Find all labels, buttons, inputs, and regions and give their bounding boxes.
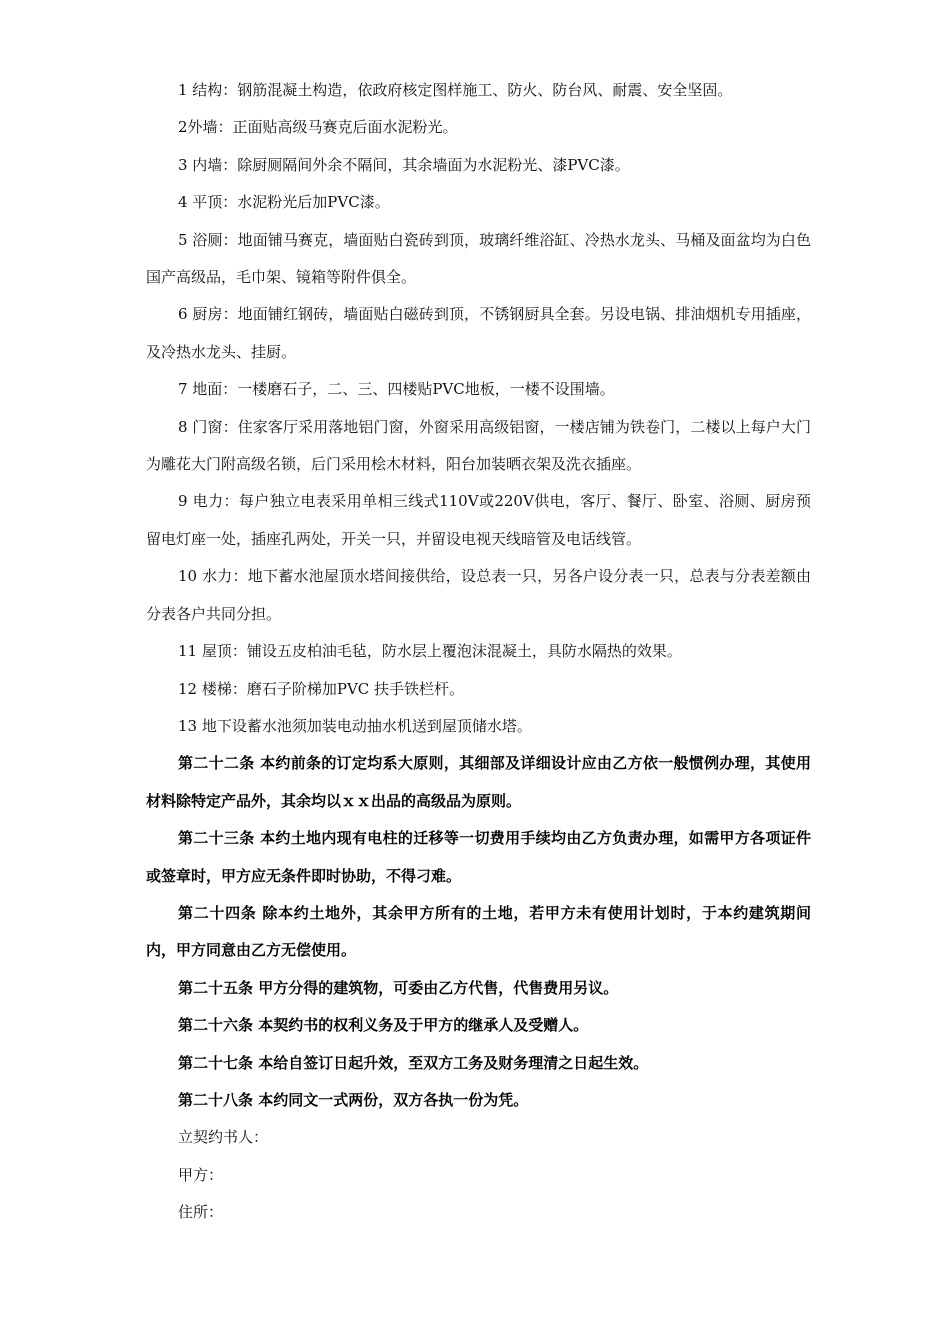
article-24: 第二十四条 除本约土地外，其余甲方所有的土地，若甲方未有使用计划时，于本约建筑期间内，甲方同意由乙方无偿使用。 bbox=[146, 903, 811, 960]
spec-item-floor: 7 地面：一楼磨石子，二、三、四楼贴PVC地板，一楼不设围墙。 bbox=[178, 380, 615, 399]
spec-item-electricity: 9 电力：每户独立电表采用单相三线式110V或220V供电，客厅、餐厅、卧室、浴厕、厨房预留电灯座一处，插座孔两处，开关一只，并留设电视天线暗管及电话线管。 bbox=[146, 492, 811, 548]
spec-item-structure: 1 结构：钢筋混凝土构造，依政府核定图样施工、防火、防台风、耐震、安全坚固。 bbox=[178, 81, 733, 99]
article-28: 第二十八条 本约同文一式两份，双方各执一份为凭。 bbox=[178, 1090, 529, 1109]
spec-item-stairs: 12 楼梯：磨石子阶梯加PVC 扶手铁栏杆。 bbox=[178, 679, 465, 698]
article-27: 第二十七条 本给自签订日起升效，至双方工务及财务理清之日起生效。 bbox=[178, 1053, 649, 1072]
signature-party-a: 甲方： bbox=[178, 1165, 224, 1184]
signature-address: 住所： bbox=[178, 1203, 224, 1222]
spec-item-water-tank: 13 地下设蓄水池须加装电动抽水机送到屋顶储水塔。 bbox=[178, 716, 532, 735]
spec-item-bathroom: 5 浴厕：地面铺马赛克，墙面贴白瓷砖到顶，玻璃纤维浴缸、冷热水龙头、马桶及面盆均为白色国产高级品，毛巾架、镜箱等附件俱全。 bbox=[146, 230, 811, 287]
article-23: 第二十三条 本约土地内现有电柱的迁移等一切费用手续均由乙方负责办理，如需甲方各项证件或签章时，甲方应无条件即时协助，不得刁难。 bbox=[146, 829, 811, 885]
spec-item-doors-windows: 8 门窗：住家客厅采用落地铝门窗，外窗采用高级铝窗，一楼店铺为铁卷门，二楼以上每户大门为雕花大门附高级名锁，后门采用桧木材料，阳台加装晒衣架及洗衣插座。 bbox=[146, 417, 811, 474]
spec-item-interior-wall: 3 内墙：除厨厕隔间外余不隔间，其余墙面为水泥粉光、漆PVC漆。 bbox=[178, 155, 630, 174]
spec-item-roof: 11 屋顶：铺设五皮柏油毛毡，防水层上覆泡沫混凝土，具防水隔热的效果。 bbox=[178, 642, 682, 661]
signature-title: 立契约书人： bbox=[178, 1128, 269, 1147]
spec-item-exterior-wall: 2外墙：正面贴高级马赛克后面水泥粉光。 bbox=[178, 118, 458, 137]
spec-item-ceiling: 4 平顶：水泥粉光后加PVC漆。 bbox=[178, 193, 390, 212]
article-22: 第二十二条 本约前条的订定均系大原则，其细部及详细设计应由乙方依一般惯例办理，其使用材料除特定产品外，其余均以ｘｘ出品的高级品为原则。 bbox=[146, 754, 811, 810]
article-26: 第二十六条 本契约书的权利义务及于甲方的继承人及受赠人。 bbox=[178, 1016, 589, 1035]
spec-item-kitchen: 6 厨房：地面铺红钢砖，墙面贴白磁砖到顶，不锈钢厨具全套。另设电锅、排油烟机专用插座，及冷热水龙头、挂厨。 bbox=[146, 305, 811, 361]
spec-item-water: 10 水力：地下蓄水池屋顶水塔间接供给，设总表一只，另各户设分表一只，总表与分表差额由分表各户共同分担。 bbox=[146, 567, 811, 623]
article-25: 第二十五条 甲方分得的建筑物，可委由乙方代售，代售费用另议。 bbox=[178, 978, 619, 997]
contract-body bbox=[146, 72, 811, 1232]
